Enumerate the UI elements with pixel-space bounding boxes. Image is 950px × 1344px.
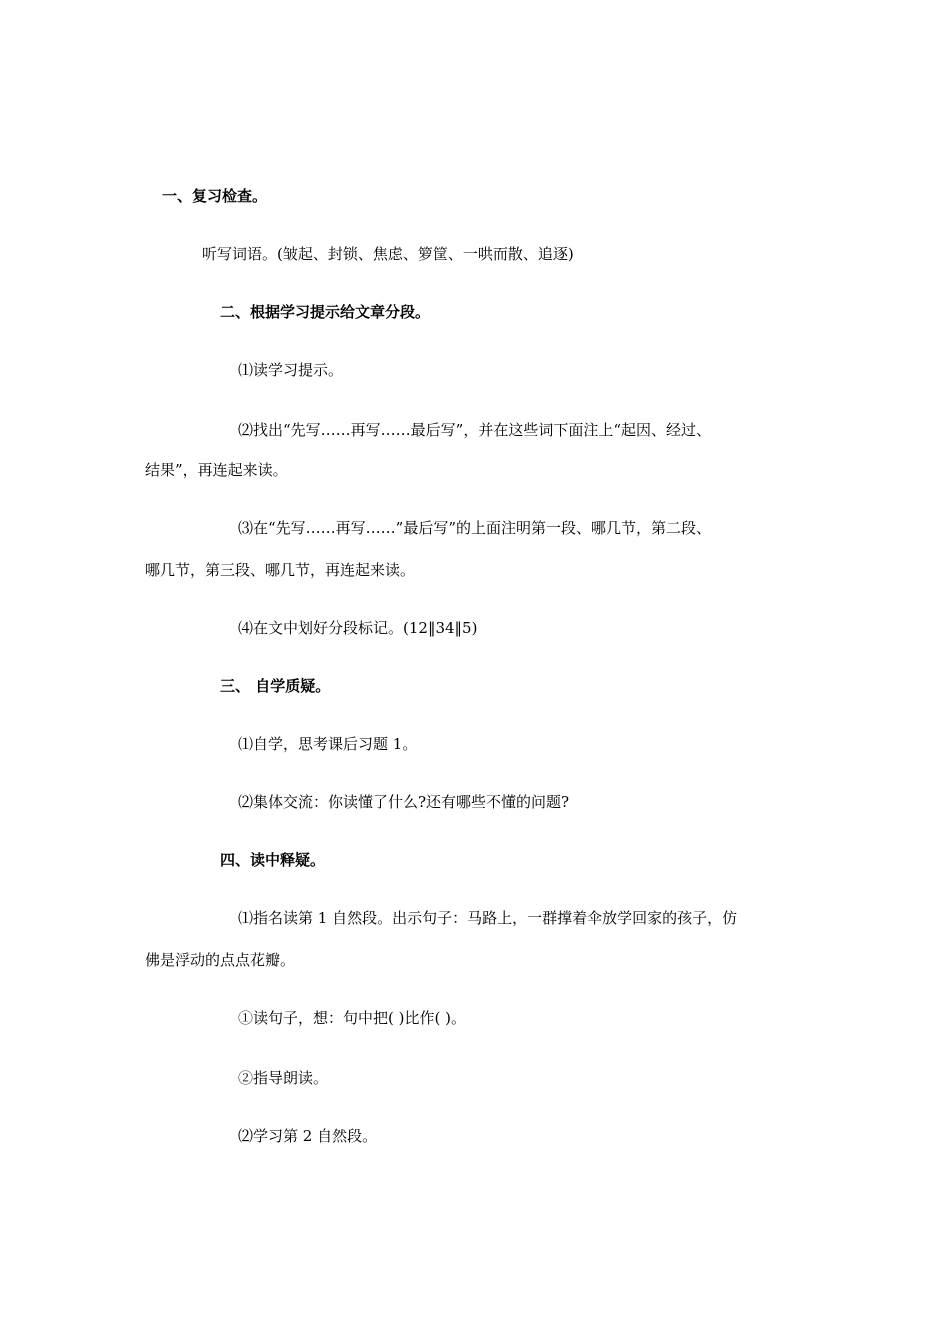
step-group-discussion: ⑵集体交流：你读懂了什么?还有哪些不懂的问题? [238,793,570,811]
step-self-study: ⑴自学，思考课后习题 1。 [238,735,418,753]
step-read-hints: ⑴读学习提示。 [238,361,344,379]
step-read-paragraph-1: ⑴指名读第 1 自然段。出示句子：马路上，一群撑着伞放学回家的孩子，仿 [238,909,738,927]
section-heading-reading: 四、读中释疑。 [220,851,326,869]
dictation-line: 听写词语。(皱起、封锁、焦虑、箩筐、一哄而散、追逐) [202,245,574,263]
step-study-paragraph-2: ⑵学习第 2 自然段。 [238,1127,378,1145]
step-mark-sections: ⑷在文中划好分段标记。(12‖34‖5) [238,619,478,637]
step-annotate: ⑶在“先写……再写……”最后写”的上面注明第一段、哪几节，第二段、 [238,519,712,537]
section-heading-review: 一、复习检查。 [162,187,268,205]
step-annotate-cont: 哪几节，第三段、哪几节，再连起来读。 [145,561,416,579]
step-find-words-cont: 结果”，再连起来读。 [145,461,288,479]
step-read-paragraph-1-cont: 佛是浮动的点点花瓣。 [145,951,296,969]
substep-read-sentence: ①读句子，想：句中把( )比作( )。 [238,1009,466,1027]
section-heading-paragraphs: 二、根据学习提示给文章分段。 [220,303,431,321]
section-heading-self-study: 三、 自学质疑。 [220,677,331,695]
substep-guided-reading: ②指导朗读。 [238,1069,329,1087]
step-find-words: ⑵找出“先写……再写……最后写”，并在这些词下面注上“起因、经过、 [238,421,712,439]
